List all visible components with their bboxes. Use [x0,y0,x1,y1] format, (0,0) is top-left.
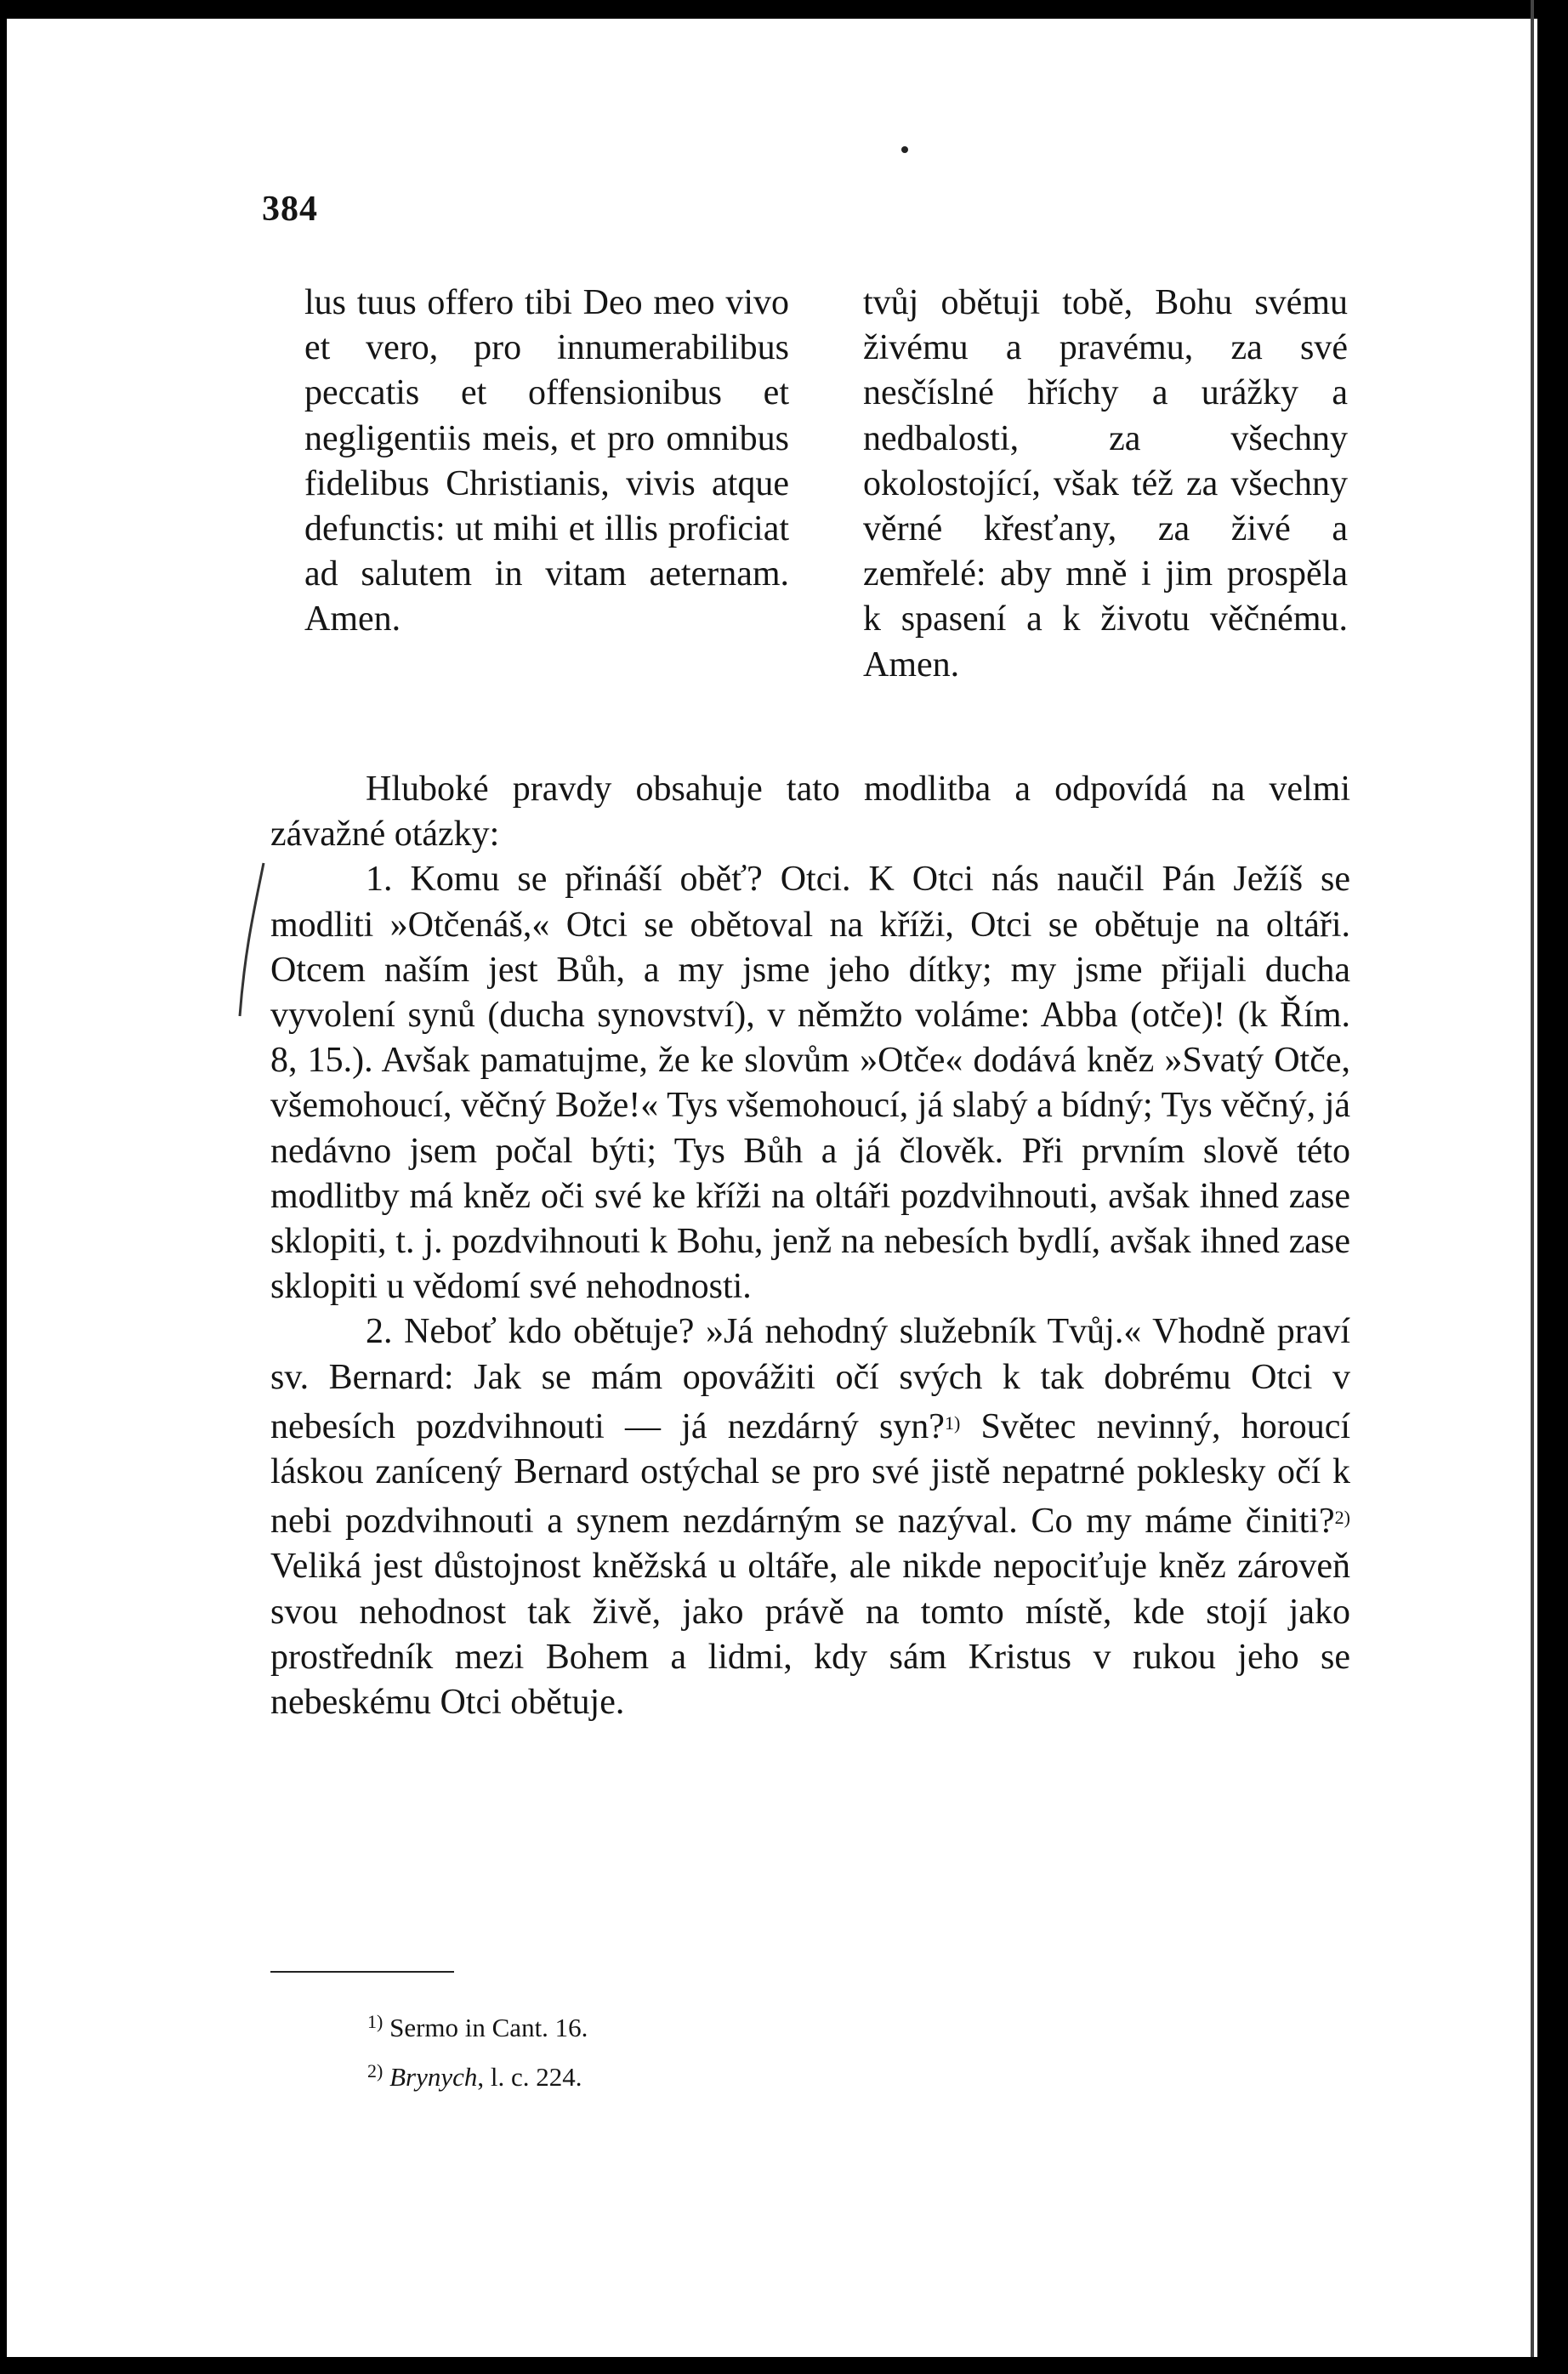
latin-column [304,281,789,643]
paragraph-intro: Hluboké pravdy obsahuje tato modlitba a odpovídá na velmi závažné otázky: [270,770,1350,855]
paragraph-2-part-2: Světec nevinný, horoucí láskou zanícený Bernard ostýchal se pro své jistě nepatrné poklesky očí k nebi pozdvihnouti a synem nezdárným se nazýval. Co my máme činiti? [270,1406,1351,1542]
footnote-2-author: Brynych [389,2062,478,2092]
footnote-1-mark: 1) [367,2011,383,2032]
footnotes [367,2000,588,2099]
czech-prayer-text: tvůj obětuji tobě, Bohu svému živému a pravému, za své nesčíslné hříchy a urážky a nedbalosti, za všechny okolostojící, však též za všechny věrné křesťany, za živé a zemřelé: aby mně i jim prospěla k spasení a k životu věčnému. Amen. [863,283,1348,684]
scan-border-left [0,0,7,2374]
page-number: 384 [262,190,318,229]
footnote-1-text: Sermo in Cant. 16. [389,2013,588,2042]
paragraph-2-part-3: Veliká jest důstojnost kněžská u oltáře, ale nikde nepociťuje kněz zároveň svou nehodnost tak živě, jako právě na tomto místě, kde stojí jako prostředník mezi Bohem a lidmi, kdy sám Kristus v rukou jeho se nebeskému Otci obětuje. [270,1547,1350,1723]
paragraph-2-part-1: 2. Neboť kdo obětuje? »Já nehodný služebník Tvůj.« Vhodně praví sv. Bernard: Jak se mám opovážiti očí svých k tak dobrému Otci v nebesích pozdvihnouti — já nezdárný syn? [270,1312,1350,1446]
footnote-2-mark: 2) [367,2060,383,2082]
footnote-ref-1: 1) [944,1411,961,1434]
footnote-ref-2: 2) [1334,1507,1350,1529]
footnote-1 [367,2000,588,2049]
paragraph-1: 1. Komu se přináší oběť? Otci. K Otci nás naučil Pán Ježíš se modliti »Otčenáš,« Otci se obětoval na kříži, Otci se obětuje na oltáři. Otcem naším jest Bůh, a my jsme jeho dítky; my jsme přijali ducha vyvolení synů (ducha synovství), v němžto voláme: Abba (otče)! (k Řím. 8, 15.). Avšak pamatujme, že ke slovům »Otče« dodává kněz »Svatý Otče, všemohoucí, věčný Bože!« Tys všemohoucí, já slabý a bídný; Tys věčný, já nedávno jsem počal býti; Tys Bůh a já člověk. Při prvním slově této modlitby má kněz oči své ke kříži na oltáři pozdvihnouti, avšak ihned zase sklopiti, t. j. pozdvihnouti k Bohu, jenž na nebesích bydlí, avšak ihned zase sklopiti u vědomí své nehodnosti. [270,860,1350,1307]
paragraph-2 [270,1309,1350,1725]
scan-border-right [1537,0,1568,2374]
scan-border-right-inner [1531,0,1534,2374]
scan-border-top [0,0,1568,19]
czech-column [863,281,1348,688]
scan-border-bottom [0,2357,1568,2374]
footnote-2-text: , l. c. 224. [477,2062,582,2092]
main-text [270,767,1350,1725]
scan-speck [901,146,908,153]
pencil-margin-mark [230,855,281,1025]
footnote-2 [367,2049,588,2099]
footnote-separator [270,1971,454,1973]
latin-prayer-text: lus tuus offero tibi Deo meo vivo et vero, pro innumerabilibus peccatis et offensionibus et negligentiis meis, et pro omnibus fidelibus Christianis, vivis atque defunctis: ut mihi et illis proficiat ad salutem in vitam aeternam. Amen. [304,283,789,639]
